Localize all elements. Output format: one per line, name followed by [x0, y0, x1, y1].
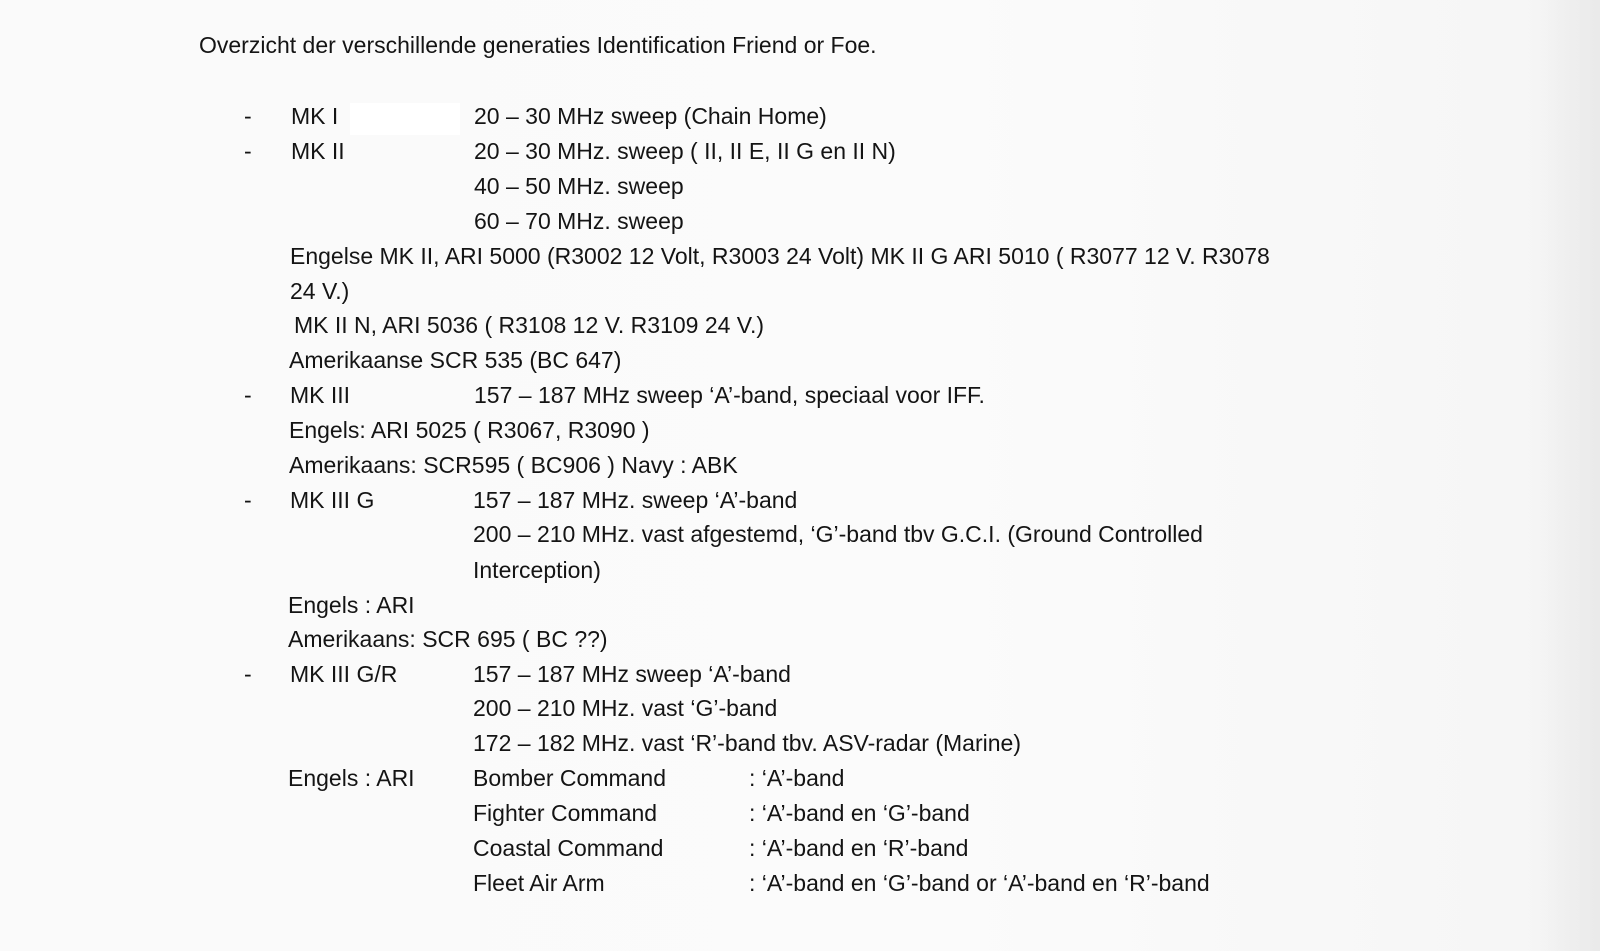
command-band-fighter: : ‘A’-band en ‘G’-band [749, 800, 970, 826]
mk2-amerikaanse: Amerikaanse SCR 535 (BC 647) [289, 347, 622, 373]
mk2-engelse-line-2: 24 V.) [290, 278, 350, 304]
mk3g-spec-2: 200 – 210 MHz. vast afgestemd, ‘G’-band tbv G.C.I. (Ground Controlled [473, 521, 1203, 547]
mk2-name: MK II [291, 138, 345, 164]
scan-edge-shadow [1540, 0, 1600, 951]
mk3gr-spec-1: 157 – 187 MHz sweep ‘A’-band [473, 661, 791, 687]
command-band-bomber: : ‘A’-band [749, 765, 845, 791]
mk3gr-spec-3: 172 – 182 MHz. vast ‘R’-band tbv. ASV-radar (Marine) [473, 730, 1021, 756]
document-title: Overzicht der verschillende generaties Identification Friend or Foe. [199, 32, 877, 58]
bullet-dash: - [244, 103, 252, 129]
mk3gr-name: MK III G/R [290, 661, 398, 687]
mk3-name: MK III [290, 382, 351, 408]
mk3-engels: Engels: ARI 5025 ( R3067, R3090 ) [289, 417, 650, 443]
mk3g-amerikaans: Amerikaans: SCR 695 ( BC ??) [288, 626, 608, 652]
command-name-fighter: Fighter Command [473, 800, 658, 826]
command-band-fleet-air-arm: : ‘A’-band en ‘G’-band or ‘A’-band en ‘R’-band [749, 870, 1210, 896]
correction-whiteout [350, 103, 460, 135]
bullet-dash: - [244, 382, 252, 408]
mk1-spec: 20 – 30 MHz sweep (Chain Home) [474, 103, 827, 129]
mk2-spec-1: 20 – 30 MHz. sweep ( II, II E, II G en II N) [474, 138, 896, 164]
bullet-dash: - [244, 661, 252, 687]
command-name-coastal: Coastal Command [473, 835, 664, 861]
mk2n-line: MK II N, ARI 5036 ( R3108 12 V. R3109 24 V.) [294, 312, 765, 338]
mk2-engelse-line-1: Engelse MK II, ARI 5000 (R3002 12 Volt, R3003 24 Volt) MK II G ARI 5010 ( R3077 12 V. R3078 [290, 243, 1270, 269]
mk3g-engels: Engels : ARI [288, 592, 415, 618]
command-band-coastal: : ‘A’-band en ‘R’-band [749, 835, 969, 861]
mk3g-spec-1: 157 – 187 MHz. sweep ‘A’-band [473, 487, 798, 513]
mk1-name: MK I [291, 103, 339, 129]
mk3gr-engels: Engels : ARI [288, 765, 415, 791]
command-name-fleet-air-arm: Fleet Air Arm [473, 870, 605, 896]
bullet-dash: - [244, 138, 252, 164]
mk3g-spec-3: Interception) [473, 557, 601, 583]
bullet-dash: - [244, 487, 252, 513]
command-name-bomber: Bomber Command [473, 765, 667, 791]
mk3g-name: MK III G [290, 487, 375, 513]
mk3-spec: 157 – 187 MHz sweep ‘A’-band, speciaal voor IFF. [474, 382, 985, 408]
mk3gr-spec-2: 200 – 210 MHz. vast ‘G’-band [473, 695, 778, 721]
mk2-spec-3: 60 – 70 MHz. sweep [474, 208, 684, 234]
mk2-spec-2: 40 – 50 MHz. sweep [474, 173, 684, 199]
mk3-amerikaans: Amerikaans: SCR595 ( BC906 ) Navy : ABK [289, 452, 738, 478]
